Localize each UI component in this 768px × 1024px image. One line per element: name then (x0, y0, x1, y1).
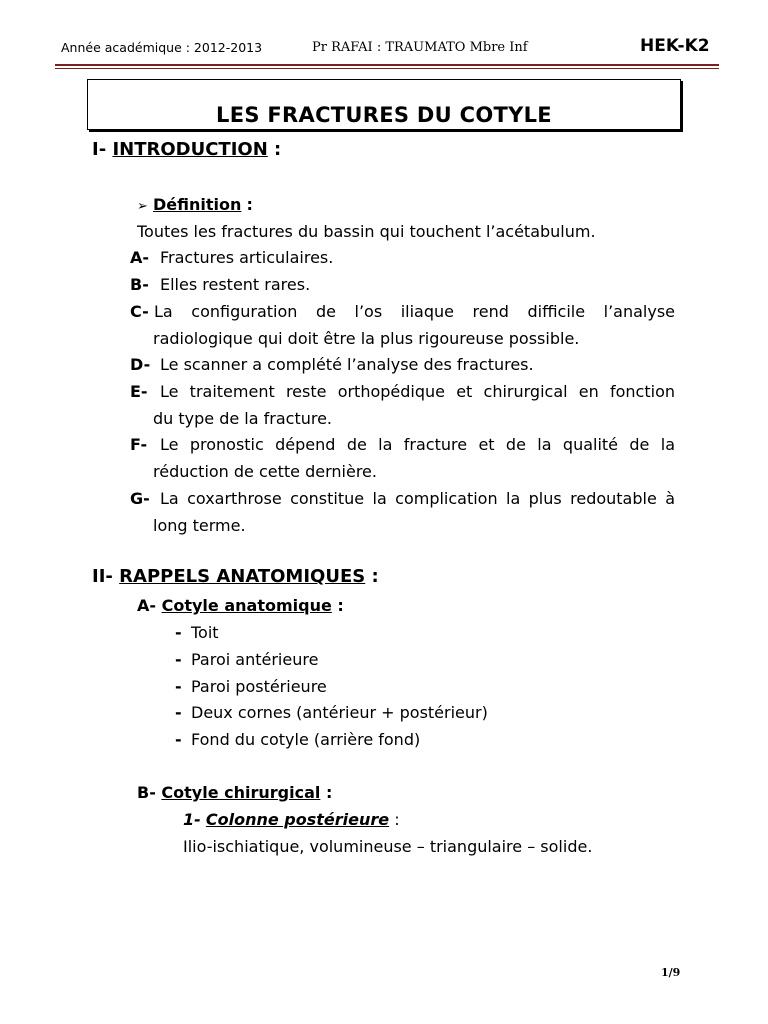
list-item-text: Fond du cotyle (arrière fond) (191, 730, 421, 749)
header-author: Pr RAFAI : TRAUMATO Mbre Inf (312, 40, 528, 55)
item-letter: G- (130, 489, 150, 508)
header-rule-thin (55, 68, 719, 69)
definition-colon: : (246, 195, 253, 214)
subsection-a-heading (137, 596, 344, 615)
sub-1-number: 1- (183, 810, 201, 829)
intro-item-g-line-2: long terme. (153, 516, 246, 535)
intro-item-f (130, 431, 675, 458)
intro-item-c (130, 298, 675, 325)
list-item (175, 619, 219, 646)
header-code: HEK-K2 (640, 36, 710, 56)
definition-heading (137, 191, 253, 220)
subsection-b-title: Cotyle chirurgical (161, 783, 321, 802)
section-2-title: RAPPELS ANATOMIQUES (119, 566, 366, 587)
list-item-text: Toit (191, 623, 219, 642)
item-letter: B- (130, 275, 149, 294)
item-letter: A- (130, 248, 150, 267)
dash-bullet: - (175, 703, 182, 722)
section-1-colon: : (274, 139, 282, 160)
section-1-title: INTRODUCTION (112, 139, 268, 160)
intro-item-e-line-2: du type de la fracture. (153, 409, 333, 428)
item-letter: F- (130, 435, 148, 454)
section-2-number: II- (92, 566, 113, 587)
subsection-a-colon: : (337, 596, 344, 615)
item-text: Fractures articulaires. (160, 248, 334, 267)
list-item (175, 699, 488, 726)
item-text: Le scanner a complété l’analyse des fractures. (160, 355, 534, 374)
sub-1-heading (183, 806, 400, 833)
item-letter: D- (130, 355, 151, 374)
sub-1-colon: : (394, 810, 400, 829)
header-rule-thick (55, 64, 719, 66)
sub-1-title: Colonne postérieure (205, 810, 390, 829)
dash-bullet: - (175, 623, 182, 642)
list-item (175, 726, 420, 753)
list-item-text: Paroi postérieure (191, 677, 327, 696)
item-text: Elles restent rares. (160, 275, 311, 294)
item-text-line-1: Le traitement reste orthopédique et chirurgical en fonction (160, 382, 675, 401)
subsection-a-letter: A- (137, 596, 157, 615)
list-item-text: Deux cornes (antérieur + postérieur) (191, 703, 488, 722)
subsection-b-heading (137, 783, 332, 802)
page-number: 1/9 (661, 966, 681, 979)
page-title: LES FRACTURES DU COTYLE (216, 103, 552, 127)
subsection-a-title: Cotyle anatomique (161, 596, 332, 615)
intro-item-a (130, 244, 333, 271)
intro-item-b (130, 271, 310, 298)
definition-text: Toutes les fractures du bassin qui touchent l’acétabulum. (137, 222, 596, 241)
definition-label: Définition (153, 195, 242, 214)
list-item-text: Paroi antérieure (191, 650, 319, 669)
list-item (175, 673, 327, 700)
list-item (175, 646, 318, 673)
intro-item-e (130, 378, 675, 405)
dash-bullet: - (175, 650, 182, 669)
section-2-heading (92, 566, 379, 587)
intro-item-d (130, 351, 534, 378)
intro-item-f-line-2: réduction de cette dernière. (153, 462, 377, 481)
item-letter: E- (130, 382, 148, 401)
item-letter: C- (130, 302, 149, 321)
sub-1-text: Ilio-ischiatique, volumineuse – triangulaire – solide. (183, 837, 593, 856)
item-text-line-1: La coxarthrose constitue la complication la plus redoutable à (160, 489, 675, 508)
intro-item-c-line-2: radiologique qui doit être la plus rigoureuse possible. (153, 329, 580, 348)
header-academic-year: Année académique : 2012-2013 (61, 40, 263, 55)
intro-item-g (130, 485, 675, 512)
section-1-number: I- (92, 139, 107, 160)
item-text-line-1: La configuration de l’os iliaque rend difficile l’analyse (154, 302, 675, 321)
section-1-heading (92, 139, 281, 160)
item-text-line-1: Le pronostic dépend de la fracture et de la qualité de la (160, 435, 675, 454)
section-2-colon: : (371, 566, 379, 587)
subsection-b-letter: B- (137, 783, 156, 802)
subsection-b-colon: : (325, 783, 333, 802)
dash-bullet: - (175, 730, 182, 749)
arrow-bullet-icon: ➢ (137, 199, 148, 214)
dash-bullet: - (175, 677, 182, 696)
